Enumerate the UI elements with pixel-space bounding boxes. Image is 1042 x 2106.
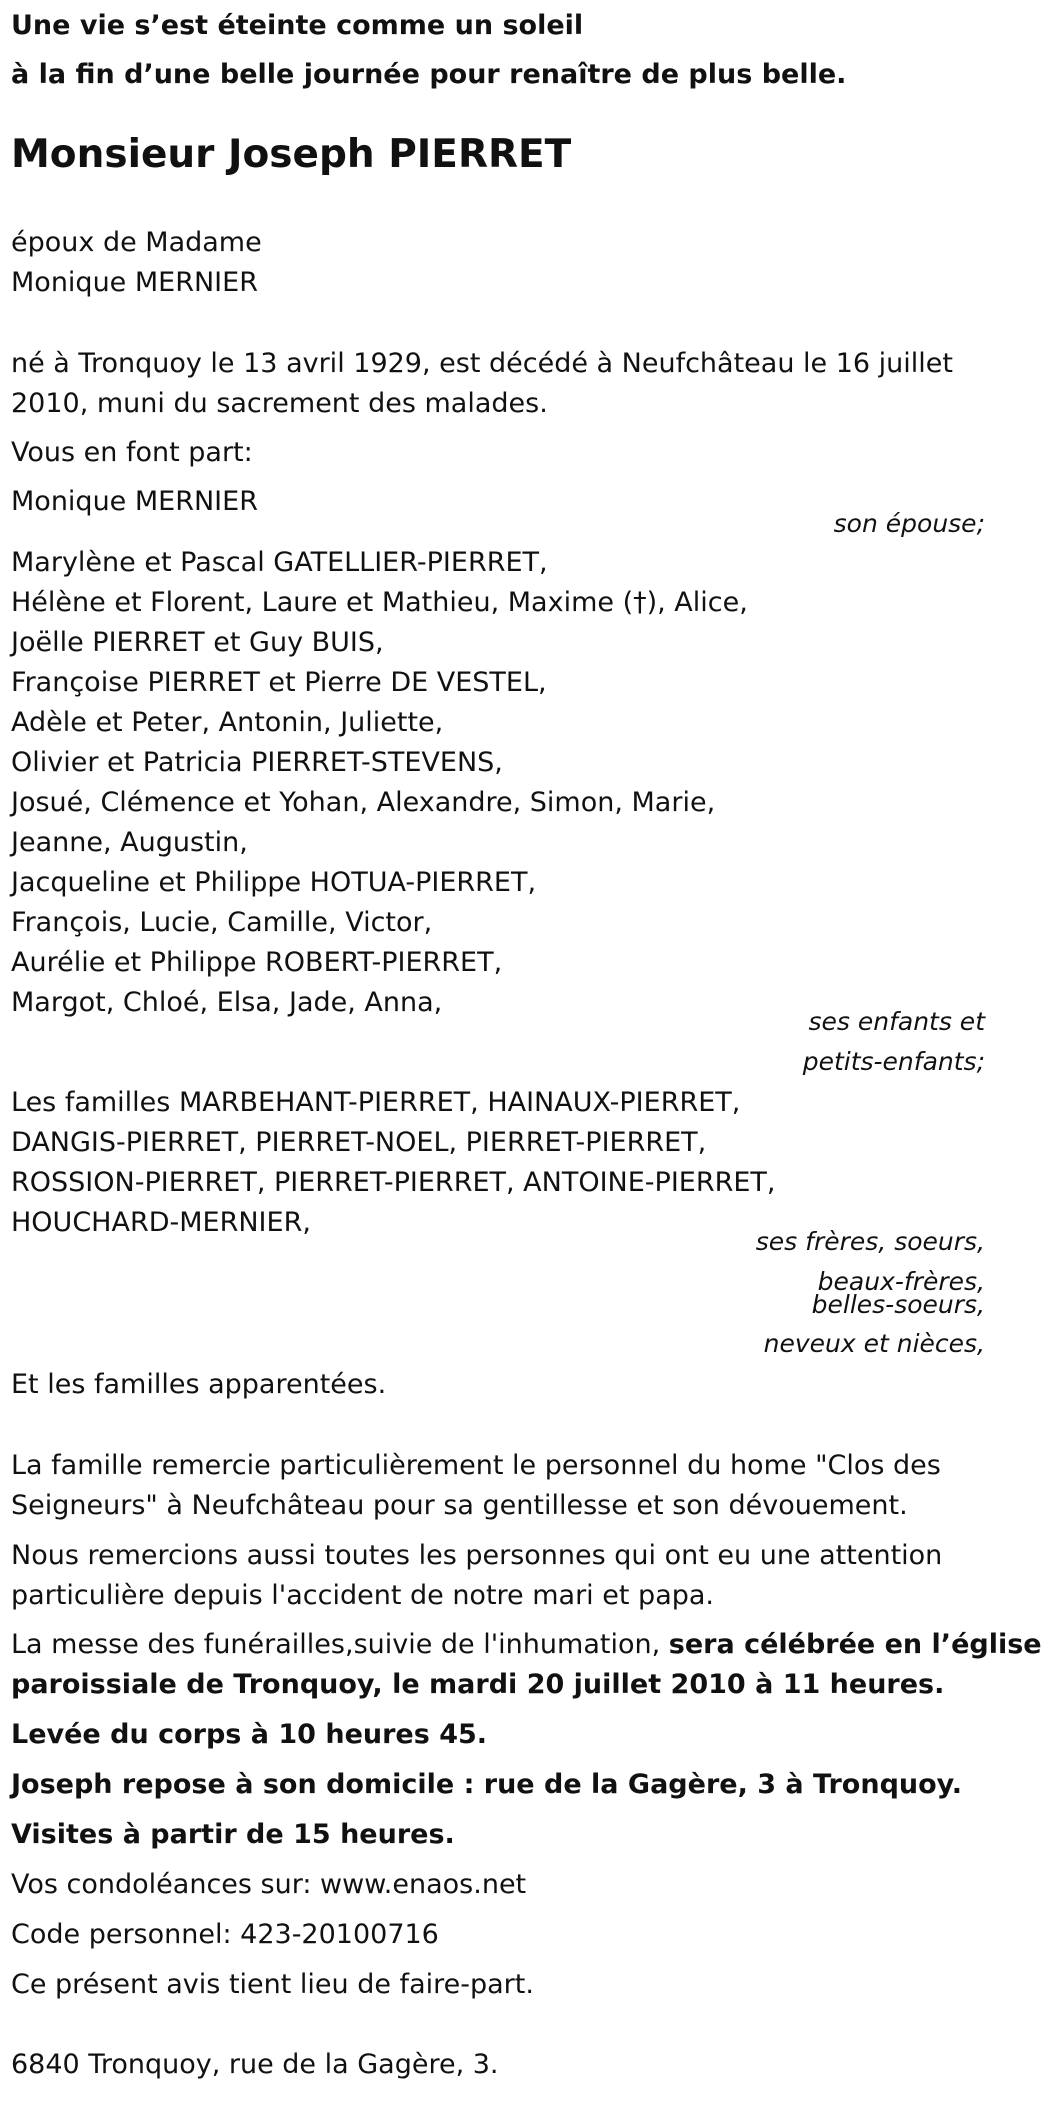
children-line: Adèle et Peter, Antonin, Juliette, xyxy=(11,707,444,738)
spouse-role: son épouse; xyxy=(833,509,985,538)
ceremony-line-3: Levée du corps à 10 heures 45. xyxy=(11,1719,488,1750)
children-line: Joëlle PIERRET et Guy BUIS, xyxy=(11,627,384,658)
children-line: Marylène et Pascal GATELLIER-PIERRET, xyxy=(11,547,548,578)
children-line: Jeanne, Augustin, xyxy=(11,827,248,858)
children-line: Margot, Chloé, Elsa, Jade, Anna, xyxy=(11,987,443,1018)
children-line: François, Lucie, Camille, Victor, xyxy=(11,907,433,938)
children-role-2: petits-enfants; xyxy=(802,1047,985,1076)
thanks-line-4: particulière depuis l'accident de notre mari et papa. xyxy=(11,1580,715,1611)
families-line: DANGIS-PIERRET, PIERRET-NOEL, PIERRET-PIERRET, xyxy=(11,1127,707,1158)
children-role-1: ses enfants et xyxy=(808,1007,985,1036)
children-line: Aurélie et Philippe ROBERT-PIERRET, xyxy=(11,947,503,978)
families-role-1: ses frères, soeurs, xyxy=(755,1227,985,1256)
children-line: Hélène et Florent, Laure et Mathieu, Maxime (†), Alice, xyxy=(11,587,748,618)
personal-code: Code personnel: 423-20100716 xyxy=(11,1919,439,1950)
families-role-2: beaux-frères, xyxy=(817,1267,985,1296)
quote-line-2: à la fin d’une belle journée pour renaître de plus belle. xyxy=(11,59,847,90)
notice-line: Ce présent avis tient lieu de faire-part. xyxy=(11,1969,534,2000)
ceremony-line-1-bold: sera célébrée en l’église xyxy=(668,1629,1042,1660)
spouse-line-1: époux de Madame xyxy=(11,227,262,258)
condolences-line: Vos condoléances sur: www.enaos.net xyxy=(11,1869,527,1900)
ceremony-line-2: paroissiale de Tronquoy, le mardi 20 juillet 2010 à 11 heures. xyxy=(11,1669,945,1700)
children-line: Josué, Clémence et Yohan, Alexandre, Simon, Marie, xyxy=(11,787,716,818)
families-role-4: neveux et nièces, xyxy=(763,1329,985,1358)
announce-text: Vous en font part: xyxy=(11,437,253,468)
thanks-line-3: Nous remercions aussi toutes les personnes qui ont eu une attention xyxy=(11,1540,943,1571)
spouse-line-2: Monique MERNIER xyxy=(11,267,258,298)
spouse-name: Monique MERNIER xyxy=(11,486,258,517)
families-line: HOUCHARD-MERNIER, xyxy=(11,1207,311,1238)
children-line: Jacqueline et Philippe HOTUA-PIERRET, xyxy=(11,867,537,898)
birth-line-1: né à Tronquoy le 13 avril 1929, est décédé à Neufchâteau le 16 juillet xyxy=(11,348,953,379)
quote-line-1: Une vie s’est éteinte comme un soleil xyxy=(11,10,584,41)
ceremony-line-1-normal: La messe des funérailles,suivie de l'inhumation, xyxy=(11,1629,669,1660)
families-line: Les familles MARBEHANT-PIERRET, HAINAUX-PIERRET, xyxy=(11,1087,741,1118)
ceremony-line-4: Joseph repose à son domicile : rue de la Gagère, 3 à Tronquoy. xyxy=(11,1769,963,1800)
page-title: Monsieur Joseph PIERRET xyxy=(11,132,572,177)
children-line: Françoise PIERRET et Pierre DE VESTEL, xyxy=(11,667,547,698)
families-line: ROSSION-PIERRET, PIERRET-PIERRET, ANTOINE-PIERRET, xyxy=(11,1167,776,1198)
ceremony-line-1 xyxy=(11,1625,1042,1665)
children-line: Olivier et Patricia PIERRET-STEVENS, xyxy=(11,747,503,778)
ceremony-line-5: Visites à partir de 15 heures. xyxy=(11,1819,455,1850)
thanks-line-1: La famille remercie particulièrement le personnel du home "Clos des xyxy=(11,1450,941,1481)
thanks-line-2: Seigneurs" à Neufchâteau pour sa gentillesse et son dévouement. xyxy=(11,1490,908,1521)
related-families: Et les familles apparentées. xyxy=(11,1369,387,1400)
families-role-3: belles-soeurs, xyxy=(811,1290,985,1319)
birth-line-2: 2010, muni du sacrement des malades. xyxy=(11,388,548,419)
address-line: 6840 Tronquoy, rue de la Gagère, 3. xyxy=(11,2049,499,2080)
